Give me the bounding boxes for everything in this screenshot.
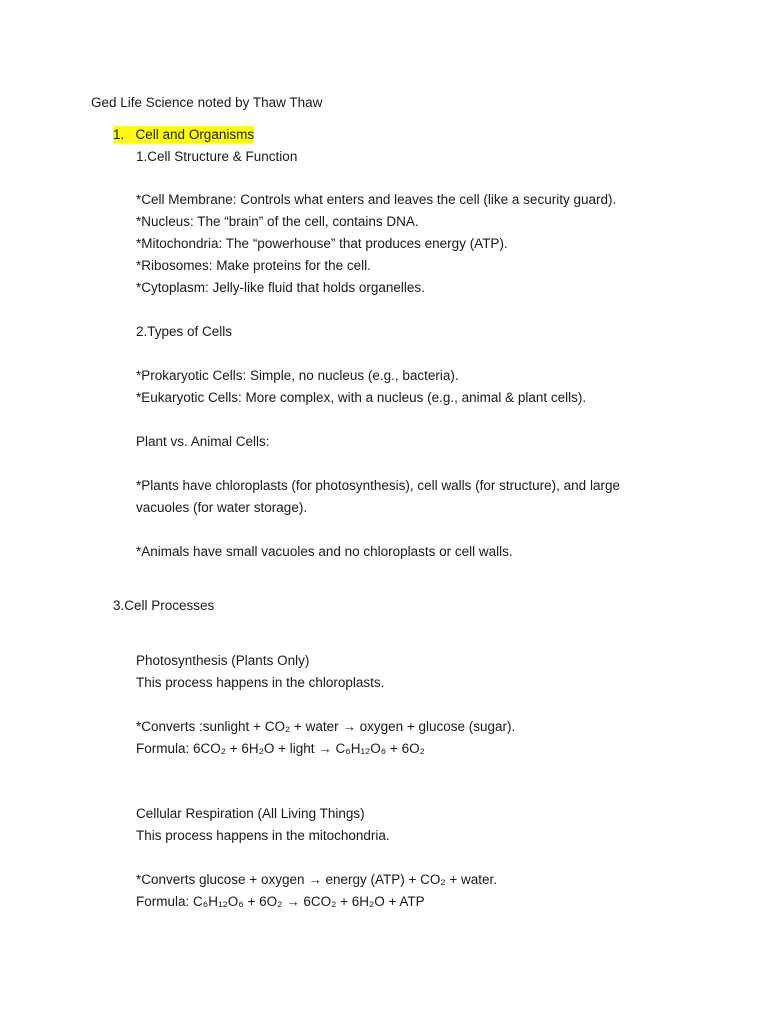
list-item-prokaryotic: *Prokaryotic Cells: Simple, no nucleus (e.g., bacteria). bbox=[136, 368, 459, 383]
formula-respiration: Formula: C₆H₁₂O₆ + 6O₂ → 6CO₂ + 6H₂O + ATP bbox=[136, 894, 425, 909]
list-item-ribosomes: *Ribosomes: Make proteins for the cell. bbox=[136, 258, 371, 273]
subheading-cell-processes: 3.Cell Processes bbox=[113, 598, 215, 613]
text-respiration-location: This process happens in the mitochondria. bbox=[136, 828, 390, 843]
subheading-plant-vs-animal: Plant vs. Animal Cells: bbox=[136, 434, 270, 449]
subheading-cell-structure: 1.Cell Structure & Function bbox=[136, 149, 298, 164]
text-photosynthesis-converts: *Converts :sunlight + CO₂ + water → oxygen + glucose (sugar). bbox=[136, 719, 516, 734]
section-number: 1. bbox=[113, 127, 125, 142]
section-heading-text: Cell and Organisms bbox=[135, 127, 255, 142]
paragraph-plants-line2: vacuoles (for water storage). bbox=[136, 500, 308, 515]
list-item-cell-membrane: *Cell Membrane: Controls what enters and leaves the cell (like a security guard). bbox=[136, 192, 617, 207]
subheading-types-of-cells: 2.Types of Cells bbox=[136, 324, 233, 339]
text-respiration-converts: *Converts glucose + oxygen → energy (ATP) + CO₂ + water. bbox=[136, 872, 498, 887]
section-heading-cell-and-organisms bbox=[113, 126, 254, 144]
formula-photosynthesis: Formula: 6CO₂ + 6H₂O + light → C₆H₁₂O₆ + 6O₂ bbox=[136, 741, 425, 756]
text-photosynthesis-location: This process happens in the chloroplasts. bbox=[136, 675, 385, 690]
section-spacer bbox=[124, 126, 135, 143]
list-item-cytoplasm: *Cytoplasm: Jelly-like fluid that holds organelles. bbox=[136, 280, 425, 295]
document-title: Ged Life Science noted by Thaw Thaw bbox=[91, 95, 323, 110]
list-item-nucleus: *Nucleus: The “brain” of the cell, contains DNA. bbox=[136, 214, 419, 229]
list-item-mitochondria: *Mitochondria: The “powerhouse” that produces energy (ATP). bbox=[136, 236, 508, 251]
heading-cellular-respiration: Cellular Respiration (All Living Things) bbox=[136, 806, 365, 821]
list-item-eukaryotic: *Eukaryotic Cells: More complex, with a nucleus (e.g., animal & plant cells). bbox=[136, 390, 587, 405]
heading-photosynthesis: Photosynthesis (Plants Only) bbox=[136, 653, 310, 668]
paragraph-animals: *Animals have small vacuoles and no chloroplasts or cell walls. bbox=[136, 544, 513, 559]
paragraph-plants-line1: *Plants have chloroplasts (for photosynthesis), cell walls (for structure), and large bbox=[136, 478, 620, 493]
